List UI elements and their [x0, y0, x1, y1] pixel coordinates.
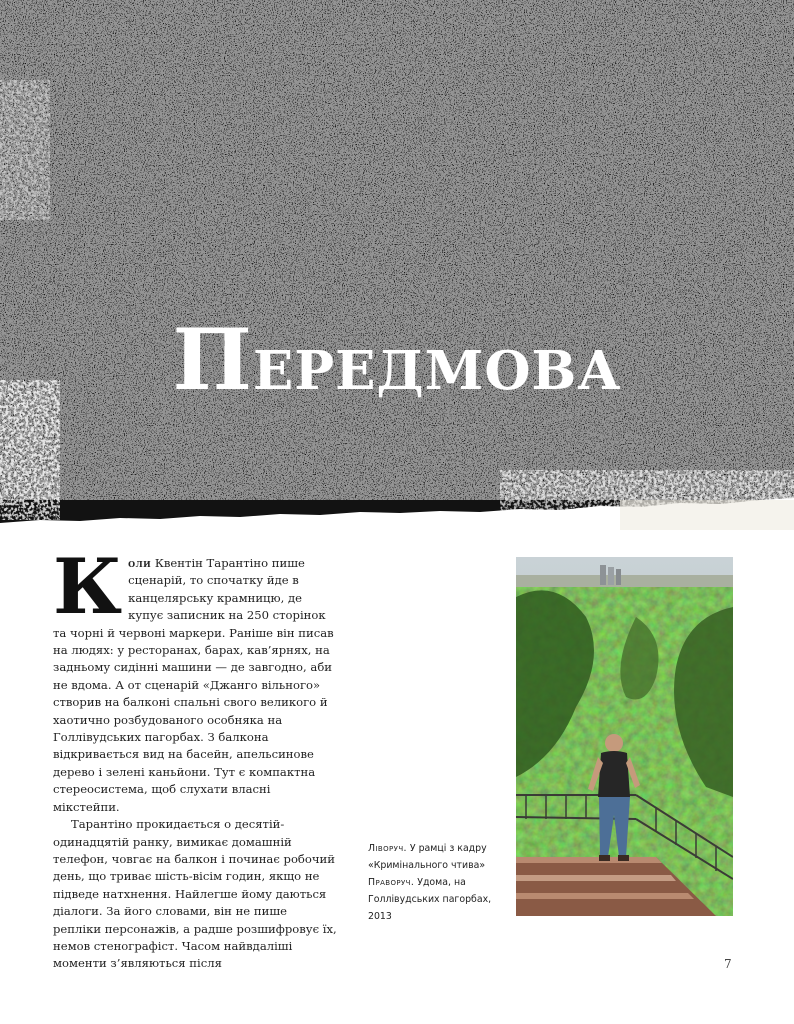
article-body	[53, 542, 338, 973]
page-number: 7	[724, 957, 732, 971]
lead-word: оли	[128, 556, 152, 570]
caption-label-left: Ліворуч.	[368, 843, 407, 854]
page-title-rest: ередмова	[252, 318, 622, 407]
article-paragraph: Тарантіно прокидається о десятій-одинадцятій ранку, вимикає домашній телефон, човгає на балкон і починає робочий день, що триває шість-вісім годин, якщо не підведе натхнення. Найлегше йому даються діалоги. За його словами, він не пише репліки персонажів, а радше розшифровує їх, немов стенографіст. Часом найвдаліші моменти з’являються після	[53, 817, 337, 971]
caption-text-right: Удома, на Голлівудських пагорбах, 2013	[368, 877, 492, 922]
caption-label-right: Праворуч.	[368, 877, 415, 888]
page-title-initial: П	[172, 310, 253, 409]
paragraph-text: Квентін Тарантіно пише сценарій, то спочатку йде в канцелярську крамницю, де купує записник на 250 сторінок та чорні й червоні маркери. Раніше він писав на людях: у ресторанах, барах, кав’ярнях, на задньому сидінні машини — де завгодно, аби не вдома. А от сценарій «Джанго вільного» створив на балконі спальні свого великого й хаотично розбудованого особняка на Голлівудських пагорбах. З балкона відкривається вид на басейн, апельсинове дерево і зелені каньйони. Тут є компактна стереосистема, щоб слухати власні мікстейпи.	[53, 556, 334, 814]
photo-illustration	[516, 557, 733, 916]
page-title	[0, 310, 794, 409]
photo-caption	[368, 840, 510, 925]
caption-text-left: У рамці з кадру «Кримінального чтива»	[368, 843, 487, 871]
photo-hollywood-hills	[516, 557, 733, 916]
drop-cap: К	[53, 542, 123, 631]
article-paragraph	[53, 542, 338, 816]
